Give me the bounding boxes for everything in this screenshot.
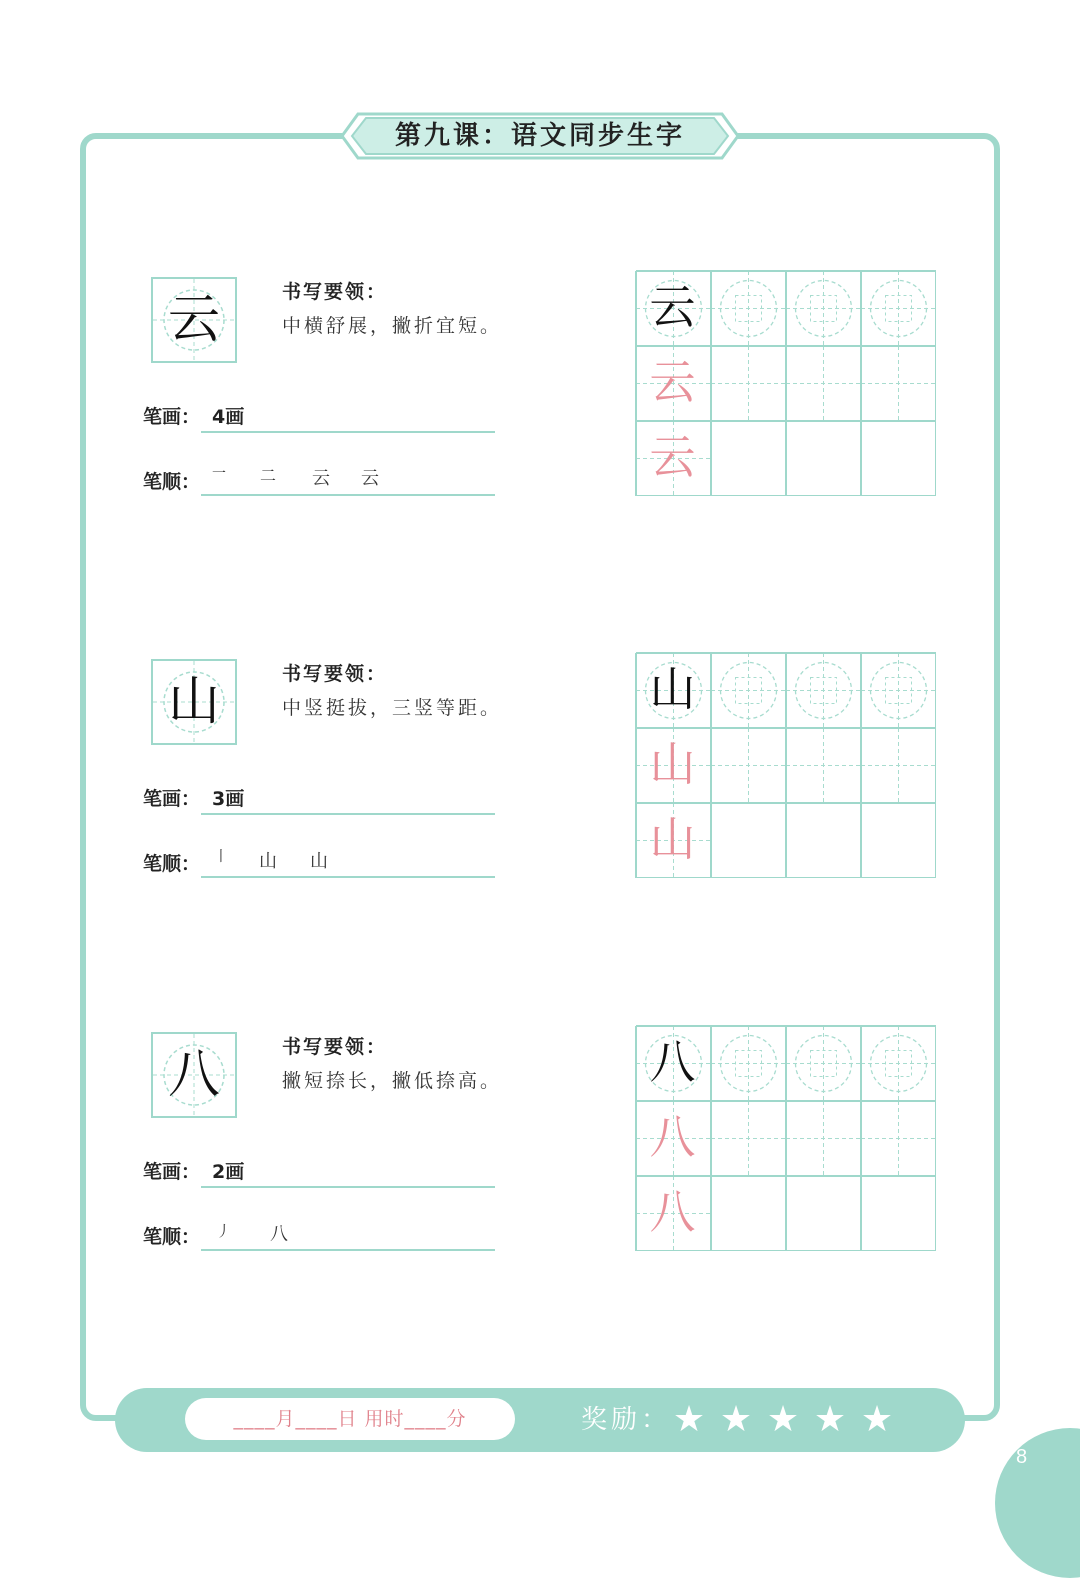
tips-text: 中横舒展，撇折宜短。 <box>282 315 503 337</box>
trace-char: 山 <box>649 812 696 866</box>
tips-text: 中竖挺拔，三竖等距。 <box>282 697 503 719</box>
model-char: 山 <box>649 662 696 716</box>
stroke-count-label: 笔画： <box>143 788 201 810</box>
sample-box <box>151 277 237 363</box>
star-icon[interactable]: ★ <box>813 1399 847 1440</box>
stroke-step: 山 <box>310 851 328 872</box>
stroke-order-label: 笔顺： <box>143 1226 201 1248</box>
trace-char: 八 <box>649 1110 696 1164</box>
trace-char: 云 <box>649 355 696 409</box>
stroke-order-underline <box>201 494 495 496</box>
char-section-3 <box>0 1032 1080 1272</box>
stroke-count-value: 2画 <box>212 1161 245 1183</box>
stroke-step: 云 <box>312 468 330 489</box>
char-section-2 <box>0 659 1080 899</box>
footer-bar <box>115 1388 965 1452</box>
practice-grid <box>635 270 936 496</box>
stroke-step: 山 <box>259 851 277 872</box>
sample-char: 八 <box>167 1045 220 1105</box>
practice-grid <box>635 1025 936 1251</box>
trace-char: 云 <box>649 430 696 484</box>
practice-grid <box>635 652 936 878</box>
stroke-step: 云 <box>361 468 379 489</box>
trace-char: 八 <box>649 1185 696 1239</box>
trace-char: 山 <box>649 737 696 791</box>
sample-box <box>151 1032 237 1118</box>
page-number: 8 <box>1016 1446 1028 1468</box>
date-time-field[interactable]: ____月____日 用时____分 <box>185 1398 515 1440</box>
stroke-count-underline <box>201 431 495 433</box>
stroke-order-label: 笔顺： <box>143 853 201 875</box>
stroke-step: 丿 <box>216 1222 232 1240</box>
stroke-count-value: 3画 <box>212 788 245 810</box>
tips-heading: 书写要领： <box>282 1036 388 1058</box>
tips-text: 撇短捺长，撇低捺高。 <box>282 1070 503 1092</box>
char-section-1 <box>0 277 1080 517</box>
stroke-step: 八 <box>270 1224 288 1245</box>
reward-label: 奖励： <box>581 1405 672 1435</box>
stroke-count-label: 笔画： <box>143 406 201 428</box>
page-number-tab <box>995 1428 1080 1578</box>
sample-char: 云 <box>167 290 220 350</box>
stroke-order-label: 笔顺： <box>143 471 201 493</box>
tips-heading: 书写要领： <box>282 663 388 685</box>
stroke-step: 二 <box>260 466 277 485</box>
stroke-order-underline <box>201 1249 495 1251</box>
stroke-count-value: 4画 <box>212 406 245 428</box>
star-icon[interactable]: ★ <box>672 1399 706 1440</box>
stroke-count-label: 笔画： <box>143 1161 201 1183</box>
title-banner <box>340 112 740 160</box>
reward-stars <box>671 1399 906 1440</box>
star-icon[interactable]: ★ <box>719 1399 753 1440</box>
stroke-step: 丨 <box>214 849 228 865</box>
page-title: 第九课：语文同步生字 <box>394 121 685 151</box>
tips-heading: 书写要领： <box>282 281 388 303</box>
model-char: 云 <box>649 280 696 334</box>
star-icon[interactable]: ★ <box>860 1399 894 1440</box>
stroke-step: 一 <box>212 466 226 482</box>
sample-box <box>151 659 237 745</box>
model-char: 八 <box>649 1035 696 1089</box>
stroke-count-underline <box>201 1186 495 1188</box>
sample-char: 山 <box>167 672 220 732</box>
stroke-order-underline <box>201 876 495 878</box>
star-icon[interactable]: ★ <box>766 1399 800 1440</box>
stroke-count-underline <box>201 813 495 815</box>
